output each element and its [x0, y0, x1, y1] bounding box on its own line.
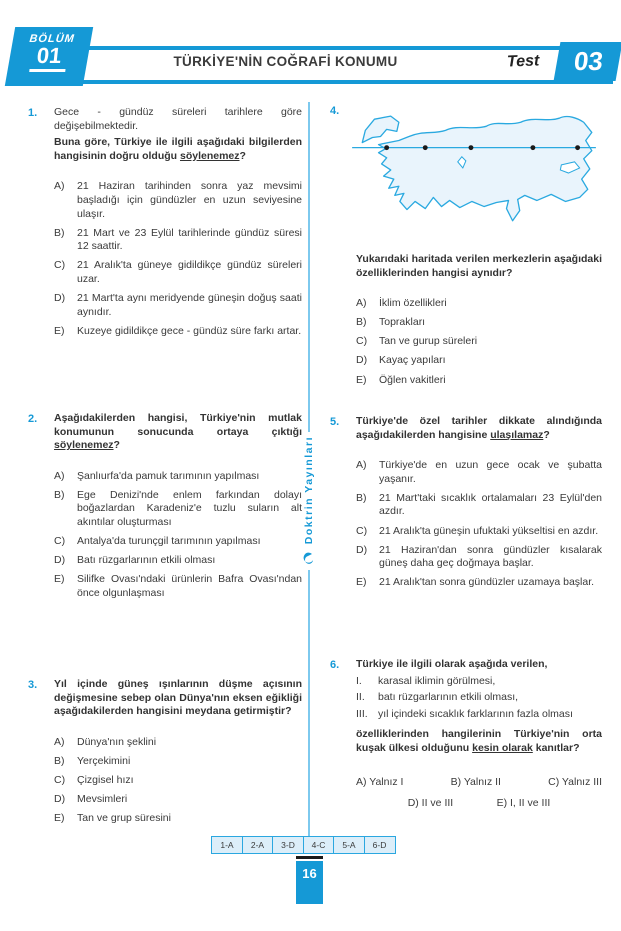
- test-number-badge: [554, 42, 621, 81]
- option-c[interactable]: C) Antalya'da turunçgil tarımının yapılması: [54, 535, 261, 548]
- question-intro: Gece - gündüz süreleri tarihlere göre değişebilmektedir.: [54, 106, 302, 132]
- underlined-keyword: ulaşılamaz: [490, 428, 544, 441]
- options-list: [54, 470, 302, 601]
- option-b[interactable]: B) Ege Denizi'nde enlem farkından dolayı boğazlardan Karadeniz'e tuzlu suların alt akıntılar oluşturması: [54, 488, 302, 529]
- answer-key-cell: 3-D: [272, 836, 304, 854]
- question-stem: özelliklerinden hangilerinin Türkiye'nin orta kuşak ülkesi olduğunu kesin olarak kanıtlar?: [356, 728, 602, 754]
- option-e[interactable]: E) Silifke Ovası'ndaki ürünlerin Bafra Ovası'ndan önce olgunlaşması: [54, 573, 302, 599]
- question-stem: Yukarıdaki haritada verilen merkezlerin aşağıdaki özelliklerinden hangisi aynıdır?: [356, 253, 602, 279]
- option-d[interactable]: D) 21 Mart'ta aynı meridyende güneşin doğuş saati aynıdır.: [54, 292, 302, 318]
- option-c[interactable]: C) Yalnız III: [548, 775, 602, 788]
- option-b[interactable]: B) Toprakları: [356, 316, 426, 329]
- question-4: [330, 104, 602, 393]
- roman-item-1: I. karasal iklimin görülmesi,: [356, 674, 496, 687]
- publisher-name: Doktrin Yayınları: [303, 436, 315, 545]
- option-a[interactable]: A) Türkiye'de en uzun gece ocak ve şubatta yaşanır.: [356, 459, 602, 485]
- answer-key-cell: 6-D: [364, 836, 396, 854]
- map-center-dot: [384, 145, 389, 150]
- question-6: [330, 658, 602, 809]
- chapter-label: BÖLÜM: [28, 33, 76, 45]
- divider-line-top: [308, 102, 310, 432]
- option-e[interactable]: E) Öğlen vakitleri: [356, 373, 446, 386]
- divider-line-bottom: [308, 570, 310, 838]
- underlined-keyword: söylenemez: [179, 149, 240, 162]
- question-stem: Yıl içinde güneş ışınlarının düşme açısının değişmesine sebep olan Dünya'nın eksen eğikliği aşağıdakilerden hangisini meydana getirmiştir?: [54, 678, 302, 718]
- option-c[interactable]: C) Çizgisel hızı: [54, 773, 134, 786]
- question-intro: Türkiye ile ilgili olarak aşağıda verilen,: [356, 658, 548, 670]
- question-2: [28, 412, 302, 606]
- question-5: [330, 415, 602, 595]
- option-d[interactable]: D) Kayaç yapıları: [356, 354, 446, 367]
- page-number-tab: [296, 856, 323, 904]
- option-e[interactable]: E) Tan ve grup süresini: [54, 812, 171, 825]
- options-list: [54, 180, 302, 338]
- options-row-2: [356, 797, 602, 809]
- left-column: [28, 100, 302, 840]
- option-d[interactable]: D) Batı rüzgarlarının etkili olması: [54, 554, 216, 567]
- map-center-dot: [469, 145, 474, 150]
- question-number: 1.: [28, 107, 38, 119]
- right-column: [330, 100, 602, 840]
- turkey-map: [352, 106, 602, 241]
- option-b[interactable]: B) 21 Mart ve 23 Eylül tarihlerinde gündüz süresi 12 saattir.: [54, 226, 302, 253]
- question-number: 5.: [330, 416, 340, 428]
- roman-item-3: III. yıl içindeki sıcaklık farklarının fazla olması: [356, 707, 573, 720]
- page-number: 16: [296, 861, 323, 904]
- option-e[interactable]: E) I, II ve III: [496, 796, 551, 809]
- option-a[interactable]: A) Dünya'nın şeklini: [54, 735, 157, 748]
- option-c[interactable]: C) 21 Aralık'ta güneşin ufuktaki yükseltisi en azdır.: [356, 524, 599, 537]
- roman-item-2: II. batı rüzgarlarının etkili olması,: [356, 691, 519, 704]
- doktrin-logo-icon: [303, 550, 315, 566]
- options-list: [356, 459, 602, 590]
- page-tab-bar: [296, 856, 323, 859]
- map-center-dot: [530, 145, 535, 150]
- test-label: Test: [506, 52, 540, 71]
- option-a[interactable]: A) Şanlıurfa'da pamuk tarımının yapılması: [54, 469, 260, 482]
- question-number: 2.: [28, 413, 38, 425]
- option-e[interactable]: E) 21 Aralık'tan sonra gündüzler uzamaya başlar.: [356, 576, 595, 589]
- option-b[interactable]: B) Yalnız II: [450, 775, 501, 788]
- chapter-badge: [5, 27, 93, 86]
- answer-key-cell: 4-C: [303, 836, 335, 854]
- answer-key-cell: 5-A: [333, 836, 365, 854]
- option-d[interactable]: D) II ve III: [407, 796, 454, 809]
- column-divider: [301, 102, 317, 838]
- question-stem: Buna göre, Türkiye ile ilgili aşağıdaki bilgilerden hangisinin doğru olduğu söylenemez?: [54, 136, 302, 162]
- option-b[interactable]: B) Yerçekimini: [54, 754, 131, 767]
- map-center-dot: [575, 145, 580, 150]
- underlined-keyword: söylenemez: [54, 439, 114, 452]
- answer-key-cell: 1-A: [211, 836, 243, 854]
- option-e[interactable]: E) Kuzeye gidildikçe gece - gündüz süre farkı artar.: [54, 324, 302, 337]
- test-number: 03: [571, 46, 605, 76]
- options-list: [54, 736, 302, 826]
- underlined-keyword: kesin olarak: [472, 741, 533, 754]
- option-a[interactable]: A) İklim özellikleri: [356, 297, 447, 310]
- option-a[interactable]: A) 21 Haziran tarihinden sonra yaz mevsimi başladığı için gündüzler en uzun seviyesine ulaşır.: [54, 180, 302, 220]
- options-list: [356, 297, 602, 387]
- chapter-number: 01: [29, 45, 68, 72]
- option-d[interactable]: D) Mevsimleri: [54, 793, 128, 806]
- option-a[interactable]: A) Yalnız I: [356, 775, 404, 788]
- option-d[interactable]: D) 21 Haziran'dan sonra gündüzler kısalarak güneş daha geç doğmaya başlar.: [356, 543, 602, 570]
- map-center-dot: [423, 145, 428, 150]
- question-number: 6.: [330, 659, 340, 671]
- options-row-1: [356, 776, 602, 788]
- question-number: 4.: [330, 105, 340, 117]
- answer-key: [211, 836, 396, 854]
- question-number: 3.: [28, 679, 38, 691]
- question-3: [28, 678, 302, 831]
- question-stem: Türkiye'de özel tarihler dikkate alındığında aşağıdakilerden hangisine ulaşılamaz?: [356, 415, 602, 441]
- question-stem: Aşağıdakilerden hangisi, Türkiye'nin mutlak konumunun sonucunda ortaya çıktığı söylenemez?: [54, 412, 302, 452]
- option-c[interactable]: C) Tan ve gurup süreleri: [356, 335, 478, 348]
- page-title: TÜRKİYE'NİN COĞRAFİ KONUMU: [173, 54, 398, 69]
- page-header: [0, 0, 621, 95]
- option-c[interactable]: C) 21 Aralık'ta güneye gidildikçe gündüz süreleri uzar.: [54, 259, 302, 285]
- question-1: [28, 106, 302, 344]
- option-b[interactable]: B) 21 Mart'taki sıcaklık ortalamaları 23 Eylül'den azdır.: [356, 491, 602, 518]
- answer-key-cell: 2-A: [242, 836, 274, 854]
